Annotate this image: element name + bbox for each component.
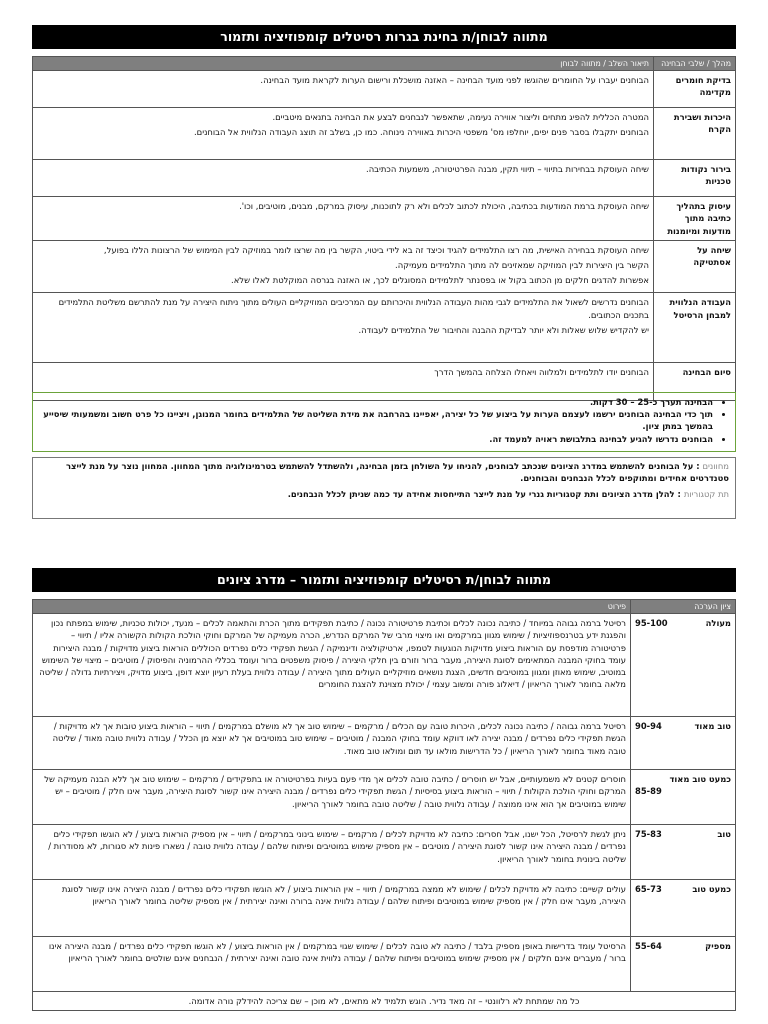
grade-cell xyxy=(631,825,736,880)
description-line: שיחה העוסקת בבחירה האישית, מה רצו התלמידים להגיד וכיצד זה בא לידי ביטוי, הקשר בין מה שרצו לומר במוזיקה לבין המימוש של הרצונות הללו בפועל, xyxy=(103,244,649,255)
table-row xyxy=(33,240,736,293)
grade-name: מעולה xyxy=(705,618,731,629)
list-item: • הבחינה תערך כ-25 – 30 דקות. xyxy=(41,396,713,408)
stage-cell: בירור נקודות טכניות xyxy=(654,160,736,197)
table-row xyxy=(33,992,736,1011)
header-grade: ציון הערכה xyxy=(631,600,736,614)
grade-description: רסיטל ברמה גבוהה / כתיבה נכונה לכלים, היכרות טובה עם הכלים / מרקמים – שימוש טוב אך לא מושלם במרקמים / תיווי – הוראות ביצוע טובות אך לא מדויקות / הגשת תפקידי כלים נפרדים / מבנה יצירה לאו דווקא עומד בחוקי המבנה / מוטיבים – שימוש טוב במוטיבים אך לא יוצא מן הכלל / עבודה נלווית טובה מאוד / שליטה טובה מאוד בחומר לאורך הריאיון / כל הדרישות מולאו עד תום ומולאו טוב מאוד. xyxy=(33,717,631,770)
rubric-instructions-box xyxy=(32,457,736,519)
description-cell xyxy=(33,71,654,108)
grade-name: כמעט טוב xyxy=(692,884,731,895)
description-line: הבוחנים נדרשים לשאול את התלמידים לגבי מהות העבודה הנלווית והיכרותם עם המרכיבים המוזיקליים העולים מתוך ניתוח היצירה על מנת להתרשם משליטת התלמידים בתכנים הכתובים. xyxy=(58,297,649,320)
instruction-text: על הבוחנים להשתמש במדרג הציונים שנכתב לבוחנים, להניחו על השולחן בזמן הבחינה, ולהשתדל להשתמש בטרמינולוגיה מתוך המחוון. המחוון נוצר על מנת לייצר סטנדרטים אחידים ומתוקפים לכלל הנבחנים והבוחנים. xyxy=(66,461,729,484)
grade-range: 65-73 xyxy=(635,884,662,895)
guide-table-header xyxy=(33,57,736,71)
description-line: הבוחנים יתקבלו בסבר פנים יפים, יוחלפו מס' משפטי היכרות באווירה נינוחה. כמו כן, בשלב זה תוצג העבודה הנלווית אל הבוחנים. xyxy=(193,127,649,138)
description-line: הבוחנים יודו לתלמידים ולמלווה ויאחלו הצלחה בהמשך הדרך xyxy=(434,367,649,378)
description-cell xyxy=(33,160,654,197)
description-line: יש להקדיש שלוש שאלות ולא יותר לבדיקת ההבנה והחיבור של התלמידים לעבודה. xyxy=(358,324,649,335)
table-row xyxy=(33,937,736,992)
stage-cell: בדיקת חומרים מקדימה xyxy=(654,71,736,108)
guide-table xyxy=(32,56,736,401)
rubric-title: מתווה לבוחן/ת רסיטלים קומפוזיציה ותזמור – מדרג ציונים xyxy=(32,568,736,592)
description-line: שיחה העוסקת ברמת המודעות בכתיבה, היכולת לכתוב לכלים ולא רק לתוכנות, עיסוק במרקם, מבנים, מוטיבים, וכו'. xyxy=(239,201,649,212)
grade-cell xyxy=(631,717,736,770)
table-row xyxy=(33,160,736,197)
header-description: תיאור השלב / מתווה לבוחן xyxy=(33,57,654,71)
grade-description: ניתן לגשת לרסיטל, הכל ישנו, אבל חסרים: כתיבה לא מדויקת לכלים / מרקמים – שימוש בינוני במרקמים / תיווי – אין מספיק הוראות ביצוע / לא הוגשו תפקידי כלים נפרדים / מבנה היצירה אינו קשור לסוגת היצירה / מוטיבים – אין מספיק שימוש במוטיבים ופיתוח שלהם / עבודה נלווית טובה / נשארו פינות לא סגורות, לא מסודרות / שליטה בינונית בחומר לאורך הריאיון. xyxy=(33,825,631,880)
grade-description: חוסרים קטנים לא משמעותיים, אבל יש חוסרים / כתיבה טובה לכלים אך מדי פעם בעיות בפרטיטורה או בתפקידים / מרקמים – שימוש טוב אך ללא הבנה מעמיקה של המרקם וחוקי הולכת הקולות / תיווי – הוראות ביצוע בסיסיות / הגשת תפקידי כלים נפרדים / מבנה היצירה אינו קשור לסוגת היצירה, מעבר אינו חלק / מוטיבים – יש שימוש במוטיבים אך הוא אינו ממוצה / עבודה נלווית טובה / שליטה טובה בחומר לאורך הריאיון. xyxy=(33,770,631,825)
instruction-label: תת קטגוריות xyxy=(683,489,729,500)
instruction-paragraph: מחוונים : על הבוחנים להשתמש במדרג הציונים שנכתב לבוחנים, להניחו על השולחן בזמן הבחינה, ולהשתדל להשתמש בטרמינולוגיה מתוך המחוון. המחוון נוצר על מנת לייצר סטנדרטים אחידים ומתוקפים לכלל הנבחנים והבוחנים. xyxy=(66,461,729,484)
description-cell xyxy=(33,240,654,293)
stage-cell: היכרות ושבירת הקרח xyxy=(654,108,736,160)
table-row xyxy=(33,614,736,717)
header-stage: מהלך / שלבי הבחינה xyxy=(654,57,736,71)
table-row xyxy=(33,880,736,937)
instruction-label: מחוונים xyxy=(702,461,729,471)
list-item: • תוך כדי הבחינה הבוחנים ירשמו לעצמם הערות על ביצוע של כל יצירה, יאפיינו בהרחבה את מידת השליטה של התלמידים בחומר המנוגן, ויציינו כל פרט חשוב ומשמעותי שיסייע בהמשך במתן ציון. xyxy=(41,408,713,432)
description-cell xyxy=(33,197,654,241)
grade-cell xyxy=(631,880,736,937)
description-cell xyxy=(33,293,654,363)
rubric-footnote: כל מה שמתחת לא רלוונטי – זה מאד נדיר. הוגש תלמיד לא מתאים, לא מוכן – שם צריכה להידלק נורה אדומה. xyxy=(33,992,736,1011)
grade-range: 75-83 xyxy=(635,829,662,840)
grade-cell xyxy=(631,770,736,825)
grade-name: טוב xyxy=(717,829,731,840)
description-line: שיחה העוסקת בבחירות בתיווי – תיווי תקין, מבנה הפרטיטורה, משמעות הכתיבה. xyxy=(366,164,649,175)
grade-name: כמעט טוב מאוד xyxy=(669,774,731,785)
exam-notes-list xyxy=(41,396,727,445)
exam-notes-box xyxy=(32,392,736,452)
instruction-paragraph: תת קטגוריות : להלן מדרג הציונים ותת קטגוריות גנרי על מנת לייצר התייחסות אחידה עד כמה שניתן לכלל הנבחנים. xyxy=(287,489,729,500)
grade-name: טוב מאוד xyxy=(694,721,731,732)
list-item: • הבוחנים נדרשו להגיע לבחינה בתלבושת ראויה למעמד זה. xyxy=(41,433,713,445)
grade-description: הרסיטל עומד בדרישות באופן מספיק בלבד / כתיבה לא טובה לכלים / שימוש שגוי במרקמים / אין הוראות ביצוע / לא הוגשו תפקידי כלים נפרדים / מבנה היצירה אינו ברור / מעברים אינם חלקים / אין מספיק שימוש במוטיבים ופיתוח שלהם / עבודה נלווית אינה טובה ואינה יצירתית / הנבחנים אינם שולטים בחומר לאורך הריאיון xyxy=(33,937,631,992)
table-row xyxy=(33,825,736,880)
guide-title: מתווה לבוחן/ת בחינת בגרות רסיטלים קומפוזיציה ותזמור xyxy=(32,25,736,49)
description-line: הקשר בין היצירות לבין המוזיקה שמאזינים לה מתוך התלמידים מעמיקה. xyxy=(395,260,649,271)
stage-cell: שיחה על אסתטיקה xyxy=(654,240,736,293)
grade-cell xyxy=(631,614,736,717)
stage-cell: עיסוק בתהליך כתיבה מתוך מודעות ומיומנות xyxy=(654,197,736,241)
table-row xyxy=(33,71,736,108)
grade-cell xyxy=(631,937,736,992)
table-row xyxy=(33,293,736,363)
description-line: המטרה הכללית להפיג מתחים וליצור אווירה נעימה, שתאפשר לנבחנים לבצע את הבחינה בתנאים מיטביים. xyxy=(272,112,649,123)
table-row xyxy=(33,770,736,825)
description-cell xyxy=(33,108,654,160)
table-row xyxy=(33,197,736,241)
stage-cell: העבודה הנלווית למבחן הרסיטל xyxy=(654,293,736,363)
rubric-table xyxy=(32,599,736,1011)
description-line: הבוחנים יעברו על החומרים שהוגשו לפני מועד הבחינה – האזנה מושכלת ורישום הערות לקראת מועד הבחינה. xyxy=(260,75,649,86)
grade-range: 85-89 xyxy=(635,786,662,797)
grade-description: עולים קשיים: כתיבה לא מדויקת לכלים / שימוש לא ממצה במרקמים / תיווי – אין הוראות ביצוע / לא הוגשו תפקידי כלים נפרדים / מבנה היצירה אינו קשור לסוגת היצירה, מעבר אינו חלק / אין מספיק שימוש במוטיבים ופיתוח שלהם / עבודה נלווית אינה ברורה ואינה יצירתית / אין מספיק שליטה בחומר לאורך הריאיון xyxy=(33,880,631,937)
grade-description: רסיטל ברמה גבוהה במיוחד / כתיבה נכונה לכלים וכתיבת פרטיטורה נכונה / כתיבת תפקידים מתוך הכרת והתאמה לכלים – מנעד, יכולות טכניות, שימוש במפתח נכון והפגנת ידע בטרנספוזיציות / שימוש מגוון במרקמים ואו מיצוי מרבי של המרקם הנדרש, הכרה מעמיקה של המרקם וחוקי הולכת הקולות הקשורה אליו / תיווי – פרטיטורה מודפסת עם הוראות ביצוע מדויקות הנוגעות לטמפו, ארטיקולציה ודינמיקה / הגשת תפקידי כלים נפרדים הכוללים הוראות ביצוע מדויקות / מבנה היצירות עומד בחוקי המבנה המתאימים לסוגת היצירה, מעבר ברור וזורם בין חלקי היצירה / פיסוק משפטים ברור ועומד בכללי ההרמוניה והפיסוק / מוטיבים – מיצוי של השימוש במוטיב, שימוש מאוזן ומגוון במוטיבים חדשים, הצגת נושאים מוזיקליים העולים מתוך היצירה / עבודה נלווית בעלת רעיון יוצא דופן, ביצוע מדויק, ויצירתיות גדולה / שליטה מלאה בחומר לאורך הריאיון / דיאלוג פורה ומשוב עצמי / יכולת מצוינת להצגת החומרים xyxy=(33,614,631,717)
description-line: אפשרות להדגים חלקים מן הכתוב בקול או בפסנתר לתלמידים המסוגלים לכך, או האזנה בגרסה המוקלטת לאלו שלא. xyxy=(231,275,649,286)
instruction-text: להלן מדרג הציונים ותת קטגוריות גנרי על מנת לייצר התייחסות אחידה עד כמה שניתן לכלל הנבחנים. xyxy=(287,489,675,500)
grade-range: 95-100 xyxy=(635,618,668,629)
rubric-table-header xyxy=(33,600,736,614)
stage-cell: סיום הבחינה xyxy=(654,363,736,401)
grade-range: 55-64 xyxy=(635,941,662,952)
table-row xyxy=(33,108,736,160)
grade-range: 90-94 xyxy=(635,721,662,732)
header-explanation: פירוט xyxy=(33,600,631,614)
grade-name: מספיק xyxy=(705,941,731,952)
table-row xyxy=(33,717,736,770)
